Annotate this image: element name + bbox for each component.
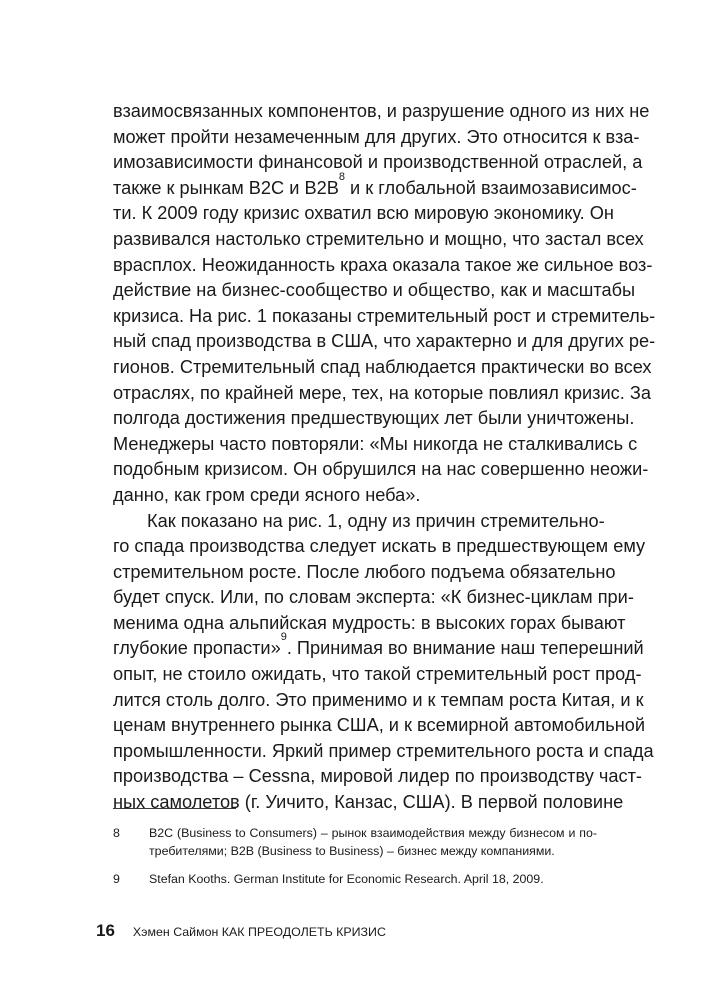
text-line: кризиса. На рис. 1 показаны стремительный рост и стремитель- <box>113 305 656 326</box>
text-line: гионов. Стремительный спад наблюдается практически во всех <box>113 356 652 377</box>
footnote <box>113 824 597 860</box>
running-title: Хэмен Саймон КАК ПРЕОДОЛЕТЬ КРИЗИС <box>132 925 386 939</box>
text-line: отраслях, по крайней мере, тех, на которые повлиял кризис. За <box>113 382 651 403</box>
text-line: взаимосвязанных компонентов, и разрушение одного из них не <box>113 101 650 121</box>
text-line: также к рынкам B2C и $B2B^8$ и к глобальной взаимозависимос- <box>113 170 637 198</box>
text-line: будет спуск. Или, по словам эксперта: «К бизнес-циклам при- <box>113 587 634 608</box>
text-line: Как показано на рис. 1, одну из причин стремительно- <box>147 510 605 531</box>
text-line: ценам внутреннего рынка США, и к всемирной автомобильной <box>113 715 646 736</box>
text-line: опыт, не стоило ожидать, что такой стремительный рост прод- <box>113 664 642 685</box>
text-line: развивался настолько стремительно и мощно, что застал всех <box>113 228 644 249</box>
text-line: ных самолетов (г. Уичито, Канзас, США). В первой половине <box>113 792 624 813</box>
text-line: имозависимости финансовой и производственной отраслей, а <box>113 152 643 173</box>
page-number: 16 <box>96 921 115 940</box>
text-line: полгода достижения предшествующих лет были уничтожены. <box>113 408 635 429</box>
text-line: го спада производства следует искать в предшествующем ему <box>113 536 646 557</box>
text-line: подобным кризисом. Он обрушился на нас совершенно неожи- <box>113 459 649 480</box>
text-line: может пройти незамеченным для других. Это относится к вза- <box>113 126 640 147</box>
text-line: промышленности. Яркий пример стремительного роста и спада <box>113 740 654 761</box>
footnote-text: Stefan Kooths. German Institute for Economic Research. April 18, 2009. <box>149 872 544 886</box>
text-line: производства – Cessna, мировой лидер по производству част- <box>113 766 642 787</box>
footnote-text: B2C (Business to Consumers) – рынок взаимодействия между бизнесом и по- требителями; B2B (Business to Business) – бизнес между компаниями. <box>149 826 597 858</box>
footnote <box>113 870 597 888</box>
footnote-ref: 9 <box>280 631 287 644</box>
footnote-number: 8 <box>113 826 120 840</box>
text-line: данно, как гром среди ясного неба». <box>113 484 421 505</box>
text-line: менима одна альпийская мудрость: в высоких горах бывают <box>113 612 626 633</box>
footnote-ref: 8 <box>338 170 345 183</box>
footnote-separator <box>113 808 236 809</box>
text-line: лится столь долго. Это применимо и к темпам роста Китая, и к <box>113 689 644 710</box>
text-line: врасплох. Неожиданность краха оказала такое же сильное воз- <box>113 254 653 275</box>
text-line: Менеджеры часто повторяли: «Мы никогда не сталкивались с <box>113 433 638 454</box>
footnotes <box>113 824 597 898</box>
text-line: ти. К 2009 году кризис охватил всю мировую экономику. Он <box>113 203 614 224</box>
page-footer <box>96 921 386 941</box>
body-text <box>113 99 656 816</box>
text-line: ный спад производства в США, что характерно и для других ре- <box>113 331 656 352</box>
footnote-number: 9 <box>113 872 120 886</box>
text-line: стремительном росте. После любого подъема обязательно <box>113 561 616 582</box>
text-line: глубокие пропасти»$^9$. Принимая во внимание наш теперешний <box>113 631 644 659</box>
text-line: действие на бизнес-сообщество и общество, как и масштабы <box>113 280 636 301</box>
